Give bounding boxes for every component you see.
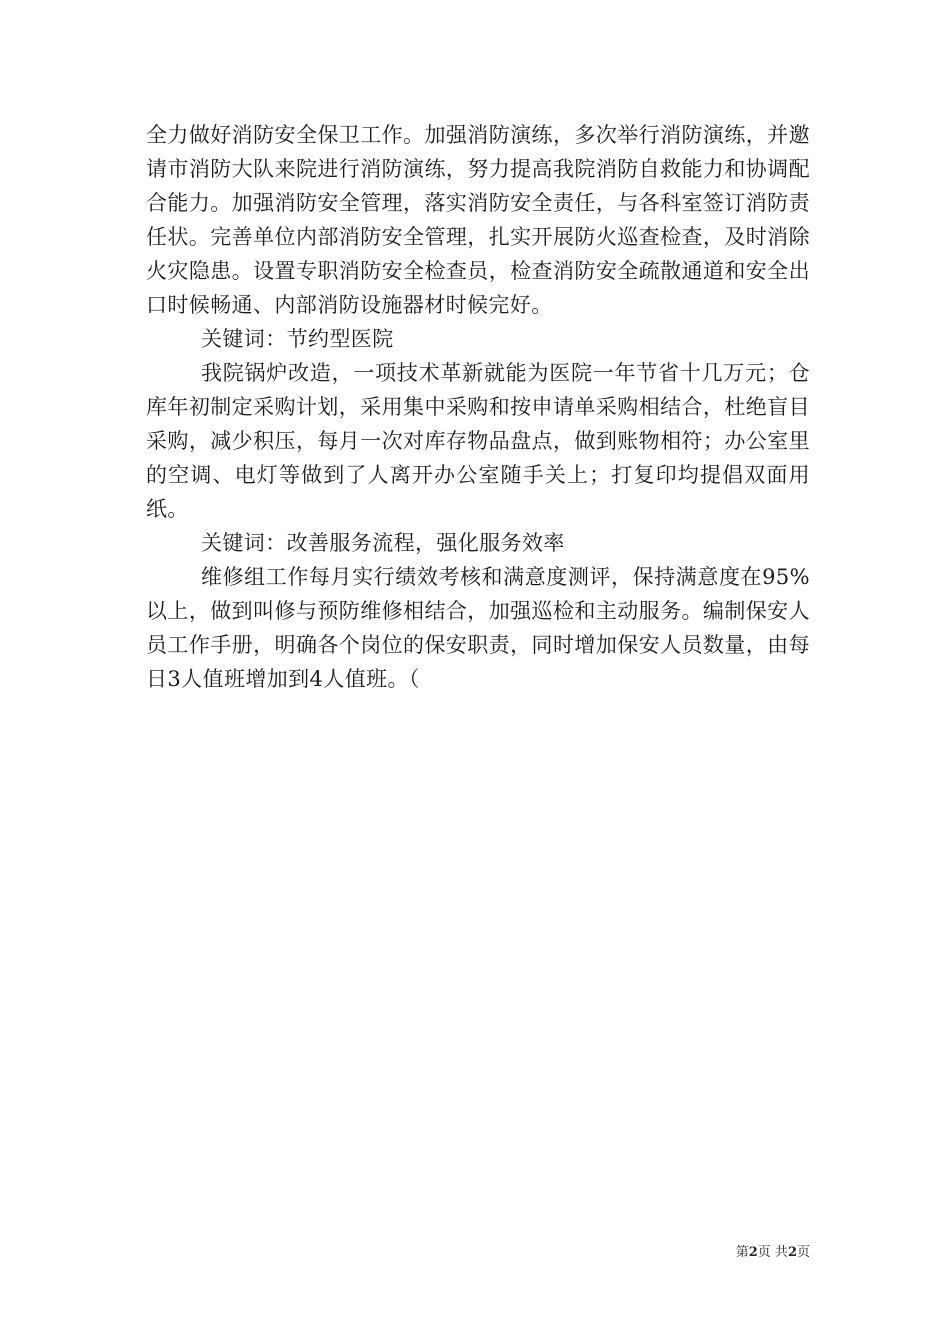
document-body — [146, 118, 810, 696]
paragraph-saving-measures: 我院锅炉改造，一项技术革新就能为医院一年节省十几万元；仓库年初制定采购计划，采用集中采购和按申请单采购相结合，杜绝盲目采购，减少积压，每月一次对库存物品盘点，做到账物相符；办公室里的空调、电灯等做到了人离开办公室随手关上；打复印均提倡双面用纸。 — [146, 361, 810, 521]
footer-current-page: 2 — [748, 1245, 758, 1260]
paragraph-maintenance-security: 维修组工作每月实行绩效考核和满意度测评，保持满意度在95%以上，做到叫修与预防维修相结合，加强巡检和主动服务。编制保安人员工作手册，明确各个岗位的保安职责，同时增加保安人员数量，由每日3人值班增加到4人值班。（ — [146, 565, 810, 691]
footer-prefix: 第 — [735, 1245, 749, 1260]
footer-suffix: 页 — [796, 1245, 810, 1260]
paragraph-fire-safety: 全力做好消防安全保卫工作。加强消防演练，多次举行消防演练，并邀请市消防大队来院进行消防演练，努力提高我院消防自救能力和协调配合能力。加强消防安全管理，落实消防安全责任，与各科室签订消防责任状。完善单位内部消防安全管理，扎实开展防火巡查检查，及时消除火灾隐患。设置专职消防安全检查员，检查消防安全疏散通道和安全出口时候畅通、内部消防设施器材时候完好。 — [146, 123, 810, 317]
footer-total-pages: 2 — [787, 1245, 797, 1260]
keyword-heading-economical-hospital: 关键词：节约型医院 — [201, 327, 394, 351]
footer-middle: 页 共 — [757, 1245, 788, 1260]
page-footer — [0, 1244, 950, 1262]
keyword-heading-service-efficiency: 关键词：改善服务流程，强化服务效率 — [201, 531, 565, 555]
